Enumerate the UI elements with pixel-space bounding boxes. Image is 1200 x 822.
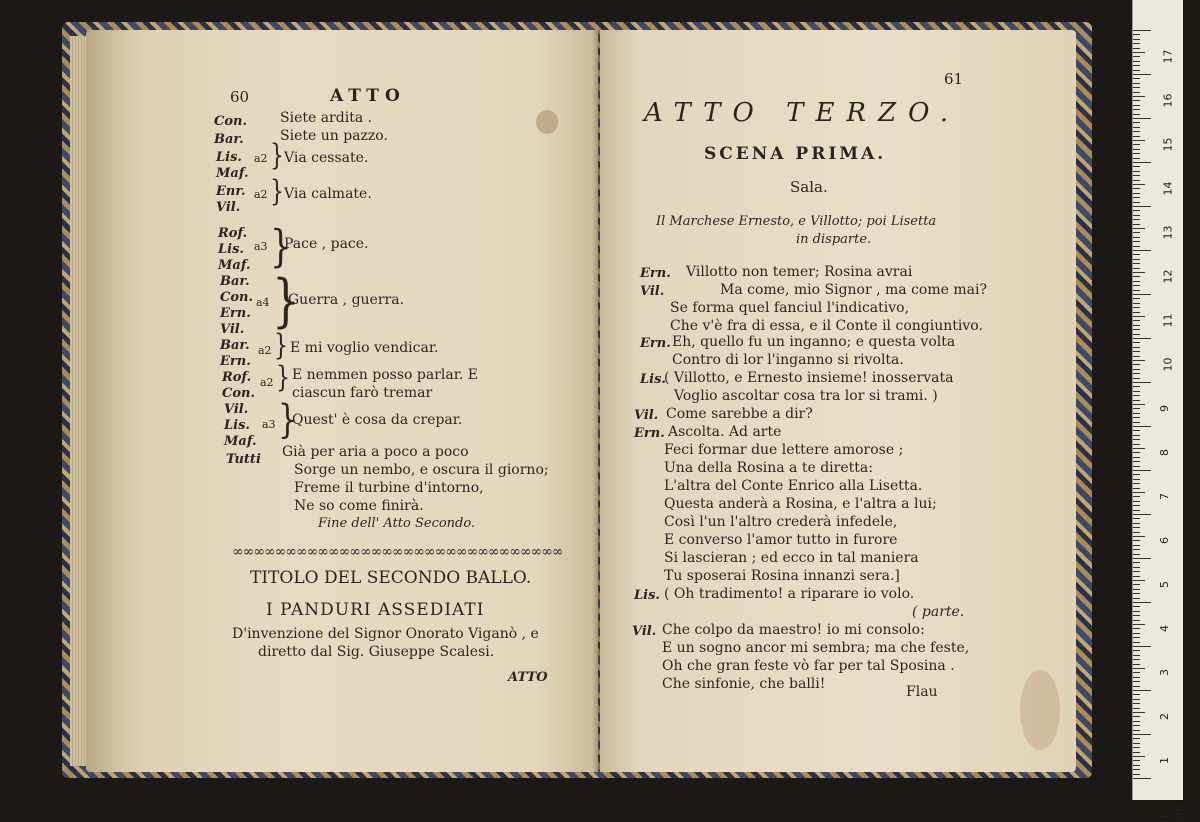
role-label: Lis.	[634, 588, 660, 603]
ruler-tick	[1133, 470, 1151, 471]
ruler-tick	[1133, 589, 1140, 590]
dialogue-line: ( Oh tradimento! a riparare io volo.	[664, 586, 915, 602]
ruler-tick	[1133, 158, 1140, 159]
ruler-tick	[1133, 298, 1140, 299]
ensemble-mark: a3	[254, 240, 268, 253]
ruler-tick	[1133, 580, 1145, 581]
ruler-tick	[1133, 87, 1140, 88]
brace: }	[278, 397, 298, 444]
dialogue-line: Feci formar due lettere amorose ;	[664, 442, 904, 458]
dialogue-line: Questa anderà a Rosina, e l'altra a lui;	[664, 496, 937, 512]
ruler-tick	[1133, 149, 1140, 150]
ruler-tick	[1133, 378, 1140, 379]
ruler-tick	[1133, 518, 1140, 519]
ruler-number: 5	[1158, 581, 1171, 588]
ruler-tick	[1133, 400, 1140, 401]
ruler-tick	[1133, 686, 1140, 687]
ruler-tick	[1133, 738, 1140, 739]
ruler-tick	[1133, 712, 1145, 713]
ruler-tick	[1133, 633, 1140, 634]
ruler-tick	[1133, 395, 1140, 396]
ruler-tick	[1133, 448, 1145, 449]
dialogue-line: Che colpo da maestro! io mi consolo:	[662, 622, 925, 638]
ruler-tick	[1133, 725, 1140, 726]
ruler-number: 3	[1158, 669, 1171, 676]
role-label: Lis.	[216, 150, 242, 165]
ruler-tick	[1133, 373, 1140, 374]
ruler-tick	[1133, 197, 1140, 198]
ruler-tick	[1133, 360, 1145, 361]
role-label: Vil.	[634, 408, 659, 423]
ruler-tick	[1133, 290, 1140, 291]
ruler-tick	[1133, 48, 1140, 49]
ruler-tick	[1133, 259, 1140, 260]
dialogue-line: Tu sposerai Rosina innanzi sera.]	[664, 568, 900, 584]
ruler-tick	[1133, 558, 1151, 559]
ruler-tick	[1133, 285, 1140, 286]
brace: }	[270, 176, 284, 209]
dialogue-line: Che v'è fra di essa, e il Conte il congiuntivo.	[670, 318, 983, 334]
ensemble-mark: a2	[260, 376, 274, 389]
ruler-tick	[1133, 127, 1140, 128]
role-label: Ern.	[220, 354, 251, 369]
ruler-tick	[1133, 562, 1140, 563]
ruler-tick	[1133, 584, 1140, 585]
ruler-tick	[1133, 43, 1140, 44]
role-label: Lis.	[218, 242, 244, 257]
ruler-tick	[1133, 637, 1140, 638]
ruler-tick	[1133, 734, 1151, 735]
ruler-tick	[1133, 153, 1140, 154]
ruler-tick	[1133, 536, 1145, 537]
ruler-tick	[1133, 650, 1140, 651]
ruler-tick	[1133, 140, 1145, 141]
role-label: Vil.	[216, 200, 241, 215]
ruler-tick	[1133, 109, 1140, 110]
ruler-tick	[1133, 413, 1140, 414]
dialogue-line: Ma come, mio Signor , ma come mai?	[720, 282, 987, 298]
ruler-tick	[1133, 642, 1140, 643]
ruler-tick	[1133, 505, 1140, 506]
ruler-tick	[1133, 34, 1140, 35]
ruler-tick	[1133, 417, 1140, 418]
role-label: Bar.	[220, 274, 250, 289]
ruler-tick	[1133, 571, 1140, 572]
ruler-number: 10	[1161, 357, 1175, 372]
ruler-tick	[1133, 30, 1151, 31]
role-label: Bar.	[214, 132, 244, 147]
ruler-tick	[1133, 180, 1140, 181]
ruler-tick	[1133, 184, 1145, 185]
measurement-ruler	[1132, 0, 1185, 822]
ruler-tick	[1133, 708, 1140, 709]
ruler-tick	[1133, 386, 1140, 387]
ruler-tick	[1133, 501, 1140, 502]
ballo-credit: diretto dal Sig. Giuseppe Scalesi.	[258, 644, 495, 660]
ruler-tick	[1133, 65, 1140, 66]
stain	[536, 110, 558, 134]
brace: }	[272, 268, 300, 335]
ruler-tick	[1133, 70, 1140, 71]
ruler-tick	[1133, 171, 1140, 172]
ruler-number: 9	[1158, 405, 1171, 412]
ruler-tick	[1133, 452, 1140, 453]
ruler-tick	[1133, 268, 1140, 269]
dialogue-line: Così l'un l'altro crederà infedele,	[664, 514, 898, 530]
ruler-tick	[1133, 202, 1140, 203]
ruler-tick	[1133, 92, 1140, 93]
act-title: ATTO TERZO.	[644, 98, 961, 128]
role-label: Vil.	[220, 322, 245, 337]
ballo-name: I PANDURI ASSEDIATI	[266, 600, 485, 620]
dialogue-line: Eh, quello fu un inganno; e questa volta	[672, 334, 956, 350]
ruler-tick	[1133, 136, 1140, 137]
ruler-tick	[1133, 175, 1140, 176]
role-label: Maf.	[218, 258, 251, 273]
dialogue-line: E nemmen posso parlar. E ciascun farò tremar	[292, 367, 479, 401]
ruler-tick	[1133, 549, 1140, 550]
dialogue-line: Si lascieran ; ed ecco in tal maniera	[664, 550, 919, 566]
ruler-tick	[1133, 444, 1140, 445]
ruler-tick	[1133, 655, 1140, 656]
ruler-tick	[1133, 105, 1140, 106]
ruler-tick	[1133, 677, 1140, 678]
ruler-tick	[1133, 356, 1140, 357]
dialogue-line: Via cessate.	[284, 150, 369, 166]
ruler-tick	[1133, 329, 1140, 330]
ruler-tick	[1133, 474, 1140, 475]
dialogue-line: Guerra , guerra.	[288, 292, 405, 308]
verse-line: Già per aria a poco a poco	[282, 444, 469, 460]
ruler-tick	[1133, 228, 1145, 229]
brace: }	[274, 330, 288, 363]
ruler-tick	[1133, 659, 1140, 660]
ruler-tick	[1133, 61, 1140, 62]
role-label: Lis.	[640, 372, 666, 387]
ruler-tick	[1133, 96, 1145, 97]
ruler-tick	[1133, 122, 1140, 123]
ruler-tick	[1133, 342, 1140, 343]
brace: }	[270, 140, 284, 173]
ruler-tick	[1133, 620, 1140, 621]
ruler-tick	[1133, 532, 1140, 533]
ensemble-mark: a3	[262, 418, 276, 431]
dialogue-line: Siete ardita .	[280, 110, 373, 126]
ruler-tick	[1133, 760, 1140, 761]
ruler-tick	[1133, 263, 1140, 264]
ruler-tick	[1133, 276, 1140, 277]
ruler-tick	[1133, 747, 1140, 748]
ruler-tick	[1133, 593, 1140, 594]
role-label: Maf.	[216, 166, 249, 181]
ruler-tick	[1133, 320, 1140, 321]
ruler-tick	[1133, 294, 1151, 295]
ruler-tick	[1133, 527, 1140, 528]
ruler-tick	[1133, 681, 1140, 682]
ruler-tick	[1133, 232, 1140, 233]
running-header: ATTO	[330, 86, 406, 106]
dialogue-line: ( Villotto, e Ernesto insieme! inosservata	[664, 370, 954, 386]
role-label: Bar.	[220, 338, 250, 353]
ruler-tick	[1133, 422, 1140, 423]
ruler-tick	[1133, 774, 1140, 775]
ruler-tick	[1133, 567, 1140, 568]
ruler-number: 12	[1161, 269, 1175, 284]
ruler-tick	[1133, 540, 1140, 541]
role-label: Ern.	[634, 426, 665, 441]
ruler-tick	[1133, 668, 1145, 669]
catchword: ATTO	[508, 670, 548, 685]
ruler-tick	[1133, 193, 1140, 194]
ruler-tick	[1133, 56, 1140, 57]
ruler-tick	[1133, 347, 1140, 348]
ruler-tick	[1133, 83, 1140, 84]
ballo-credit: D'invenzione del Signor Onorato Viganò , e	[232, 626, 539, 642]
ruler-number: 17	[1161, 49, 1175, 64]
dialogue-line: Che sinfonie, che balli!	[662, 676, 826, 692]
dialogue-line: Come sarebbe a dir?	[666, 406, 813, 422]
ruler-tick	[1133, 439, 1140, 440]
dialogue-line: E mi voglio vendicar.	[290, 340, 439, 356]
ruler-tick	[1133, 628, 1140, 629]
ruler-number: 15	[1161, 137, 1175, 152]
role-label: Ern.	[220, 306, 251, 321]
ruler-tick	[1133, 246, 1140, 247]
ruler-tick	[1133, 215, 1140, 216]
ruler-tick	[1133, 545, 1140, 546]
ruler-tick	[1133, 210, 1140, 211]
ruler-number: 2	[1158, 713, 1171, 720]
ruler-tick	[1133, 721, 1140, 722]
ruler-number: 11	[1161, 313, 1175, 328]
dialogue-line: L'altra del Conte Enrico alla Lisetta.	[664, 478, 923, 494]
ruler-tick	[1133, 334, 1140, 335]
ornament-rule: ∞∞∞∞∞∞∞∞∞∞∞∞∞∞∞∞∞∞∞∞∞∞∞∞∞∞∞∞∞∞∞	[232, 544, 563, 560]
ruler-tick	[1133, 466, 1140, 467]
ruler-number: 1	[1158, 757, 1171, 764]
ruler-tick	[1133, 492, 1145, 493]
role-label: Vil.	[224, 402, 249, 417]
ruler-tick	[1133, 206, 1151, 207]
ruler-tick	[1133, 699, 1140, 700]
ruler-tick	[1133, 461, 1140, 462]
verse-line: Sorge un nembo, e oscura il giorno;	[294, 462, 549, 478]
ruler-tick	[1133, 391, 1140, 392]
role-label: Enr.	[216, 184, 246, 199]
role-label: Vil.	[640, 284, 665, 299]
ruler-tick	[1133, 312, 1140, 313]
ruler-tick	[1133, 237, 1140, 238]
ruler-tick	[1133, 219, 1140, 220]
ruler-tick	[1133, 730, 1140, 731]
dialogue-line: Villotto non temer; Rosina avrai	[686, 264, 913, 280]
ruler-tick	[1133, 602, 1151, 603]
ruler-tick	[1133, 188, 1140, 189]
ruler-tick	[1133, 307, 1140, 308]
dialogue-line: Voglio ascoltar cosa tra lor si trami. )	[674, 388, 938, 404]
role-label: Tutti	[226, 452, 261, 467]
ruler-tick	[1133, 351, 1140, 352]
act-end-note: Fine dell' Atto Secondo.	[318, 516, 476, 531]
ruler-tick	[1133, 52, 1145, 53]
ruler-tick	[1133, 224, 1140, 225]
ruler-number: 14	[1161, 181, 1175, 196]
dialogue-line: Ascolta. Ad arte	[668, 424, 782, 440]
brace: }	[276, 362, 290, 395]
ruler-tick	[1133, 78, 1140, 79]
ruler-number: 4	[1158, 625, 1171, 632]
ruler-tick	[1133, 166, 1140, 167]
ruler-tick	[1133, 598, 1140, 599]
ensemble-mark: a2	[254, 188, 268, 201]
ensemble-mark: a2	[258, 344, 272, 357]
ruler-tick	[1133, 254, 1140, 255]
ensemble-mark: a2	[254, 152, 268, 165]
ruler-tick	[1133, 408, 1140, 409]
ruler-tick	[1133, 703, 1140, 704]
verse-line: Ne so come finirà.	[294, 498, 424, 514]
ruler-tick	[1133, 281, 1140, 282]
ruler-tick	[1133, 756, 1145, 757]
ruler-number: 6	[1158, 537, 1171, 544]
verse-line: Freme il turbine d'intorno,	[294, 480, 484, 496]
right-page	[600, 30, 1076, 772]
dialogue-line: Via calmate.	[284, 186, 372, 202]
ruler-tick	[1133, 510, 1140, 511]
dialogue-line: E converso l'amor tutto in furore	[664, 532, 898, 548]
characters-line: in disparte.	[796, 232, 872, 247]
ruler-tick	[1133, 690, 1151, 691]
ruler-tick	[1133, 778, 1151, 779]
ruler-tick	[1133, 316, 1145, 317]
ballo-title: TITOLO DEL SECONDO BALLO.	[250, 568, 532, 588]
ruler-tick	[1133, 606, 1140, 607]
ruler-tick	[1133, 694, 1140, 695]
dialogue-line: Quest' è cosa da crepar.	[292, 412, 463, 428]
ruler-tick	[1133, 144, 1140, 145]
role-label: Vil.	[632, 624, 657, 639]
ruler-tick	[1133, 325, 1140, 326]
ruler-tick	[1133, 100, 1140, 101]
dialogue-line: Una della Rosina a te diretta:	[664, 460, 873, 476]
ruler-tick	[1133, 404, 1145, 405]
role-label: Con.	[222, 386, 255, 401]
page-number: 61	[944, 70, 964, 88]
stage-direction: ( parte.	[912, 604, 965, 620]
role-label: Lis.	[224, 418, 250, 433]
dialogue-line: E un sogno ancor mi sembra; ma che feste,	[662, 640, 970, 656]
ruler-tick	[1133, 131, 1140, 132]
dialogue-line: Contro di lor l'inganno si rivolta.	[672, 352, 904, 368]
left-page	[86, 30, 598, 772]
catchword: Flau	[906, 684, 938, 700]
ruler-tick	[1133, 488, 1140, 489]
ruler-tick	[1133, 646, 1151, 647]
characters-line: Il Marchese Ernesto, e Villotto; poi Lisetta	[656, 214, 937, 229]
ruler-number: 13	[1161, 225, 1175, 240]
ruler-tick	[1133, 39, 1140, 40]
brace: }	[270, 221, 292, 273]
ruler-tick	[1133, 118, 1151, 119]
dialogue-line: Siete un pazzo.	[280, 128, 388, 144]
ruler-number: 16	[1161, 93, 1175, 108]
scene-setting: Sala.	[790, 178, 828, 196]
ruler-tick	[1133, 114, 1140, 115]
role-label: Maf.	[224, 434, 257, 449]
role-label: Rof.	[218, 226, 248, 241]
page-shadow	[86, 30, 146, 772]
ruler-tick	[1133, 576, 1140, 577]
ruler-tick	[1133, 364, 1140, 365]
ruler-tick	[1133, 250, 1151, 251]
role-label: Rof.	[222, 370, 252, 385]
ruler-tick	[1133, 483, 1140, 484]
ruler-tick	[1133, 514, 1151, 515]
ruler-tick	[1133, 523, 1140, 524]
ruler-tick	[1133, 752, 1140, 753]
ruler-tick	[1133, 769, 1140, 770]
ruler-tick	[1133, 672, 1140, 673]
role-label: Ern.	[640, 266, 671, 281]
dialogue-line: Pace , pace.	[284, 236, 369, 252]
ruler-tick	[1133, 496, 1140, 497]
ruler-tick	[1133, 611, 1140, 612]
ruler-number: 0 cm	[1159, 805, 1185, 822]
ruler-tick	[1133, 272, 1145, 273]
page-number: 60	[230, 88, 250, 106]
ruler-number: 7	[1158, 493, 1171, 500]
ruler-tick	[1133, 624, 1145, 625]
ruler-tick	[1133, 382, 1151, 383]
ruler-tick	[1133, 74, 1151, 75]
ruler-tick	[1133, 303, 1140, 304]
ruler-tick	[1133, 338, 1151, 339]
ruler-tick	[1133, 664, 1140, 665]
role-label: Con.	[220, 290, 253, 305]
ruler-number: 8	[1158, 449, 1171, 456]
role-label: Con.	[214, 114, 247, 129]
ruler-tick	[1133, 457, 1140, 458]
ruler-tick	[1133, 743, 1140, 744]
ruler-tick	[1133, 615, 1140, 616]
ruler-tick	[1133, 554, 1140, 555]
ensemble-mark: a4	[256, 296, 270, 309]
ruler-tick	[1133, 435, 1140, 436]
role-label: Ern.	[640, 336, 671, 351]
ruler-tick	[1133, 479, 1140, 480]
dialogue-line: Oh che gran feste vò far per tal Sposina .	[662, 658, 955, 674]
ruler-tick	[1133, 716, 1140, 717]
dialogue-line: Se forma quel fanciul l'indicativo,	[670, 300, 910, 316]
scene-title: SCENA PRIMA.	[704, 144, 887, 164]
stain	[1020, 670, 1060, 750]
ruler-tick	[1133, 162, 1151, 163]
ruler-tick	[1133, 426, 1151, 427]
ruler-tick	[1133, 241, 1140, 242]
ruler-tick	[1133, 369, 1140, 370]
ruler-tick	[1133, 765, 1140, 766]
ruler-tick	[1133, 430, 1140, 431]
